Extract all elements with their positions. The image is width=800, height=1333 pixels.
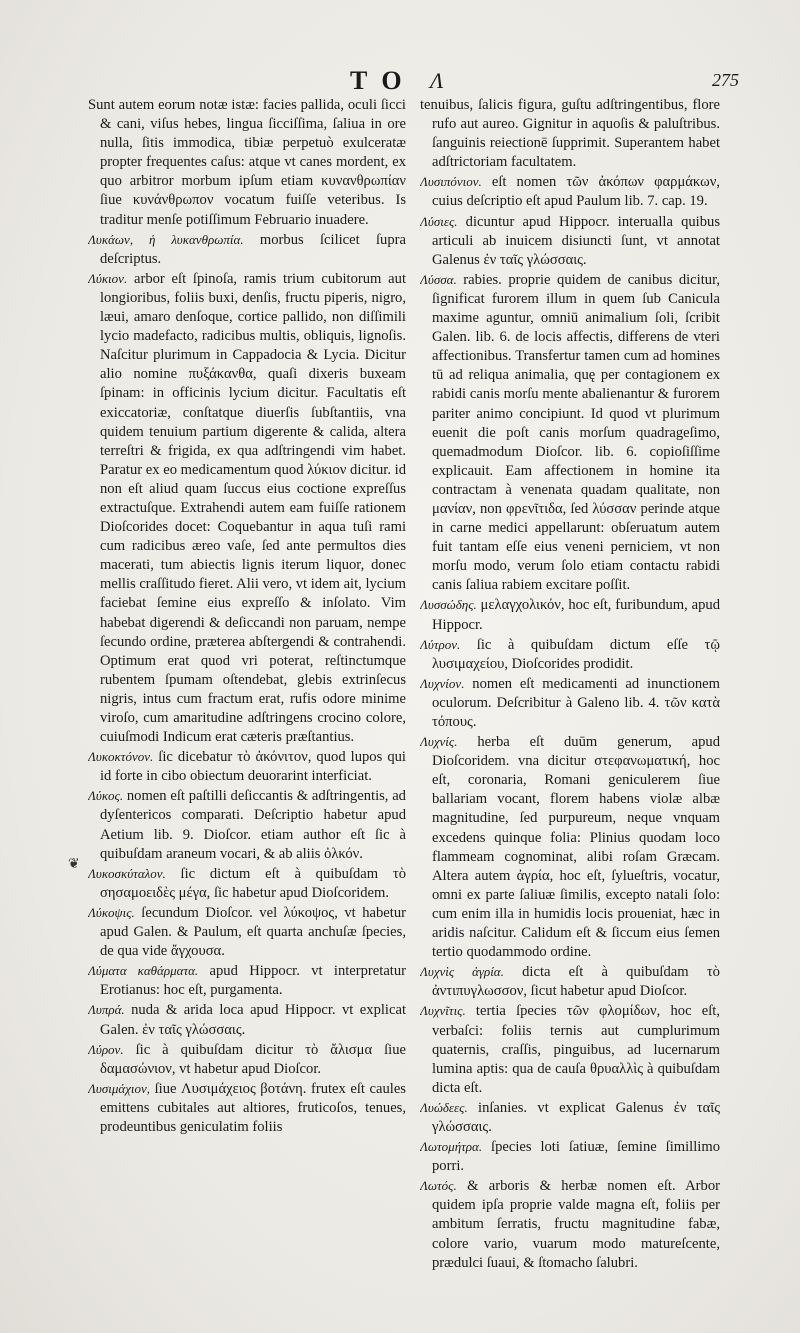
entry-text: nomen eſt paſtilli deſiccantis & adſtringentis, ad dyſentericos comparati. Deſcriptio habetur apud Aetium lib. 9. Dioſcor. etiam author eſt ſic à quibuſdam araneum vocari, & ab aliis ὀλκόν. (100, 788, 406, 862)
dictionary-entry (420, 1137, 720, 1176)
entry-headword: Λυσιμάχιον, (88, 1080, 151, 1096)
entry-text: arbor eſt ſpinoſa, ramis trium cubitorum aut longioribus, foliis buxi, denſis, fructu piperis, nigro, læui, amaro denſoque, cortice pallido, non diſſimili lycio madefacto, radicibus multis, obliquis, lignoſis. Naſcitur plurimum in Cappadocia & Lycia. Dicitur alio nomine πυξάκανθα, quaſi dixeris buxeam ſpinam: in officinis lycium dicitur. Facultatis eſt exiccatoriæ, conſtatque diuerſis ſubſtantiis, vna quidem tenuium partium digerente & calida, altera terreſtri & frigida, ex qua adſtringendi vim habet. Paratur ex eo medicamentum quod λύκιον dicitur. id non eſt aliud quam ſuccus eius coctione expreſſus extractuſque. Extrahendi autem eam fuiſſe rationem Dioſcorides docet: Coquebantur in aqua tuſi rami cum radicibus æreo vaſe, ſed ante permultos dies macerati, tum abiectis lignis iterum liquor, donec mellis craſſitudo fieret. Alii vero, vt idem ait, lycium faciebat ſemine eius expreſſo & inſolato. Vim habebat digerendi & deſiccandi non paruam, nempe ſecundo ordine, præterea abſtergendi & contrahendi. Optimum erat quod vri poterat, reſtinctumque rubentem ſpumam oſtendebat, glebis extrinſecus nigris, intus cum fractum erat, rufis odore minime viroſo, cum amaritudine adſtringens crocino colore, cuiuſmodi Indicum erat cæteris præſtantius. (100, 270, 406, 746)
entry-headword: Λωτός. (420, 1178, 457, 1194)
running-header (0, 66, 800, 100)
dictionary-entry (420, 1001, 720, 1097)
dictionary-entry (420, 96, 720, 172)
entry-text: nomen eſt medicamenti ad inunctionem oculorum. Deſcribitur à Galeno lib. 4. τῶν κατὰ τόπους. (432, 675, 720, 730)
margin-ornament: ❦ (68, 857, 80, 872)
entry-text: nuda & arida loca apud Hippocr. vt explicat Galen. ἐν ταῖς γλώσσαις. (100, 1002, 406, 1038)
entry-headword: Λύκοψις. (88, 904, 135, 920)
entry-headword: Λυσσώδης. (420, 597, 477, 613)
entry-headword: Λυπρά. (88, 1002, 125, 1018)
entry-text: ſecundum Dioſcor. vel λύκοψος, vt habetur apud Galen. & Paulum, eſt quarta anchuſæ ſpecies, de qua vide ἄγχουσα. (100, 904, 406, 960)
entry-headword: Λυκοσκύταλον. (88, 865, 166, 881)
entry-text: eſt nomen τῶν ἀκόπων φαρμάκων, cuius deſcriptio eſt apud Paulum lib. 7. cap. 19. (432, 174, 720, 210)
entry-headword: Λύκος. (88, 788, 124, 804)
entry-text: dicuntur apud Hippocr. interualla quibus articuli ab inuicem disiuncti ſunt, vt annotat Galenus ἐν ταῖς γλώσσαις. (432, 213, 720, 268)
entry-headword: Λυχνὶς ἀγρία. (420, 964, 504, 980)
entry-text: tertia ſpecies τῶν φλομίδων, hoc eſt, verbaſci: foliis ternis aut cumplurimum quaternis, craſſis, pinguibus, ad lucernarum lumina aptis: qua de cauſa θρυαλλὶς à quibuſdam dicta eſt. (432, 1003, 720, 1096)
entry-text: ſic à quibuſdam dictum eſſe τῷ λυσιμαχείου, Dioſcorides prodidit. (432, 636, 720, 672)
entry-headword: Λυχνίς. (420, 734, 458, 750)
dictionary-entry (420, 212, 720, 270)
dictionary-entry (420, 1098, 720, 1137)
dictionary-entry (88, 1079, 406, 1137)
running-head-letter: Λ (430, 68, 444, 93)
entry-text: morbus ſcilicet ſupra deſcriptus. (100, 231, 406, 267)
dictionary-entry (88, 903, 406, 961)
entry-headword: Λυχνίον. (420, 675, 465, 691)
entry-headword: Λύτρον. (420, 636, 461, 652)
entry-text: ſiue Λυσιμάχειος βοτάνη. frutex eſt caules emittens cubitales aut altiores, fruticoſos, tenues, prodeuntibus geniculatim foliis (100, 1080, 406, 1135)
entry-headword: Λύκιον. (88, 270, 128, 286)
dictionary-entry (88, 96, 406, 230)
left-column (88, 96, 406, 1314)
dictionary-entry (88, 1040, 406, 1079)
entry-text: rabies. proprie quidem de canibus dicitur, ſignificat furorem illum in quem ſub Canicula maxime aguntur, omniū animalium ſoli, ſcribit Galen. lib. 6. de locis affectis, differens de vteri affectionibus. Transfertur tamen cum ad homines tū ad reliqua animalia, quę per contagionem ex rabidi canis morſu mente abalienantur & furorem pariter animo concipiunt. Id quod vt plurimum euenit die poſt canis morſum quadrageſimo, quemadmodum Dioſcor. lib. 6. copioſiſſime explicauit. Eam affectionem in homine ita contractam à venenata quadam qualitate, non μανίαν, non φρενῖτιδα, ſed λύσσαν perinde atque in carne medici appellarunt: obſeruatum autem fuit tantam eſſe eius veneni perniciem, vt non morſu modo, verum ſolo etiam contactu rabidi canis ſaliua rabiem excitare poſſit. (432, 271, 720, 594)
entry-text: Sunt autem eorum notæ istæ: facies pallida, oculi ſicci & cani, viſus hebes, lingua ſicciſſima, ſaliua in ore nulla, ſitis immodica, tibiæ perpetuò exulceratæ propter frequentes caſus: atque vt canes mordent, ex quo arbitror morbum ipſum etiam κυνανθρωπίαν ſiue κυνάνθρωπον vocatum fuiſſe veteribus. Is traditur menſe potiſſimum Februario inuadere. (88, 97, 406, 228)
entry-headword: Λωτομήτρα. (420, 1139, 483, 1155)
entry-text: ſic dicebatur τὸ ἀκόνιτον, quod lupos qui id forte in cibo obiectum deuorarint interficiat. (100, 749, 406, 785)
running-head-left: T O (350, 66, 406, 95)
dictionary-entry (420, 962, 720, 1001)
entry-headword: Λυκοκτόνον. (88, 749, 154, 765)
entry-text: ſpecies loti ſatiuæ, ſemine ſimillimo porri. (432, 1139, 720, 1175)
entry-headword: Λυχνῖτις. (420, 1003, 466, 1019)
dictionary-entry (88, 269, 406, 747)
entry-headword: Λύσσα. (420, 271, 457, 287)
dictionary-entry (88, 747, 406, 786)
entry-headword: Λυκάων, ἡ λυκανθρωπία. (88, 231, 244, 247)
dictionary-entry (420, 595, 720, 634)
entry-headword: Λυσιπόνιον. (420, 174, 482, 190)
dictionary-entry (88, 786, 406, 863)
dictionary-entry (88, 864, 406, 903)
dictionary-entry (88, 961, 406, 1000)
entry-text: ſic à quibuſdam dicitur τὸ ἄλισμα ſiue δαμασώνιον, vt habetur apud Dioſcor. (100, 1041, 406, 1077)
dictionary-entry (420, 172, 720, 211)
dictionary-entry (420, 270, 720, 596)
entry-text: dicta eſt à quibuſdam τὸ ἀντιπυγλωσσον, ſicut habetur apud Dioſcor. (432, 964, 720, 1000)
dictionary-entry (420, 635, 720, 674)
entry-text: herba eſt duūm generum, apud Dioſcoridem. vna dicitur στεφανωματική, hoc eſt, coronaria, Romani geniculerem ſiue ballariam vocant, florem habens violæ albæ magnitudine, ſed purpureum, neque vnquam excedens quinque folia: Plinius quodam loco flammeam cognominat, alibi roſam Græcam. Altera autem ἀγρία, hoc eſt, ſylueſtris, vocatur, omni ex parte ſaliuæ ſimilis, excepto natali ſolo: cum enim illa in humidis locis proueniat, hæc in aridis naſcitur. Calidum eſt & ſiccum eius ſemen tertio quodammodo ordine. (432, 734, 720, 961)
entry-text: μελαγχολικόν, hoc eſt, furibundum, apud Hippocr. (432, 597, 720, 633)
entry-headword: Λύρον. (88, 1041, 124, 1057)
entry-text: apud Hippocr. vt interpretatur Erotianus: hoc eſt, purgamenta. (100, 963, 406, 999)
entry-text: tenuibus, ſalicis figura, guſtu adſtringentibus, flore rufo aut aureo. Gignitur in aquoſis & paluſtribus. ſanguinis reiectionē ſupprimit. Superantem habet adſtrictoriam facultatem. (420, 97, 720, 171)
dictionary-entry (420, 1176, 720, 1272)
entry-text: & arboris & herbæ nomen eſt. Arbor quidem ipſa proprie valde magna eſt, foliis per ambitum ſerratis, fructu magnitudine fabæ, colore vario, vuarum modo matureſcente, prædulci ſuaui, & ſtomacho ſalubri. (432, 1178, 720, 1271)
dictionary-entry (88, 1000, 406, 1039)
dictionary-entry (420, 732, 720, 962)
entry-headword: Λύματα καθάρματα. (88, 963, 199, 979)
dictionary-entry (420, 674, 720, 732)
entry-headword: Λυώδεες. (420, 1099, 468, 1115)
entry-text: inſanies. vt explicat Galenus ἐν ταῖς γλώσσαις. (432, 1099, 720, 1135)
dictionary-entry (88, 230, 406, 269)
entry-headword: Λύσιες. (420, 213, 458, 229)
entry-text: ſic dictum eſt à quibuſdam τὸ σησαμοειδὲς μέγα, ſic habetur apud Dioſcoridem. (100, 865, 406, 901)
page-number: 275 (712, 70, 739, 90)
right-column (420, 96, 720, 1314)
